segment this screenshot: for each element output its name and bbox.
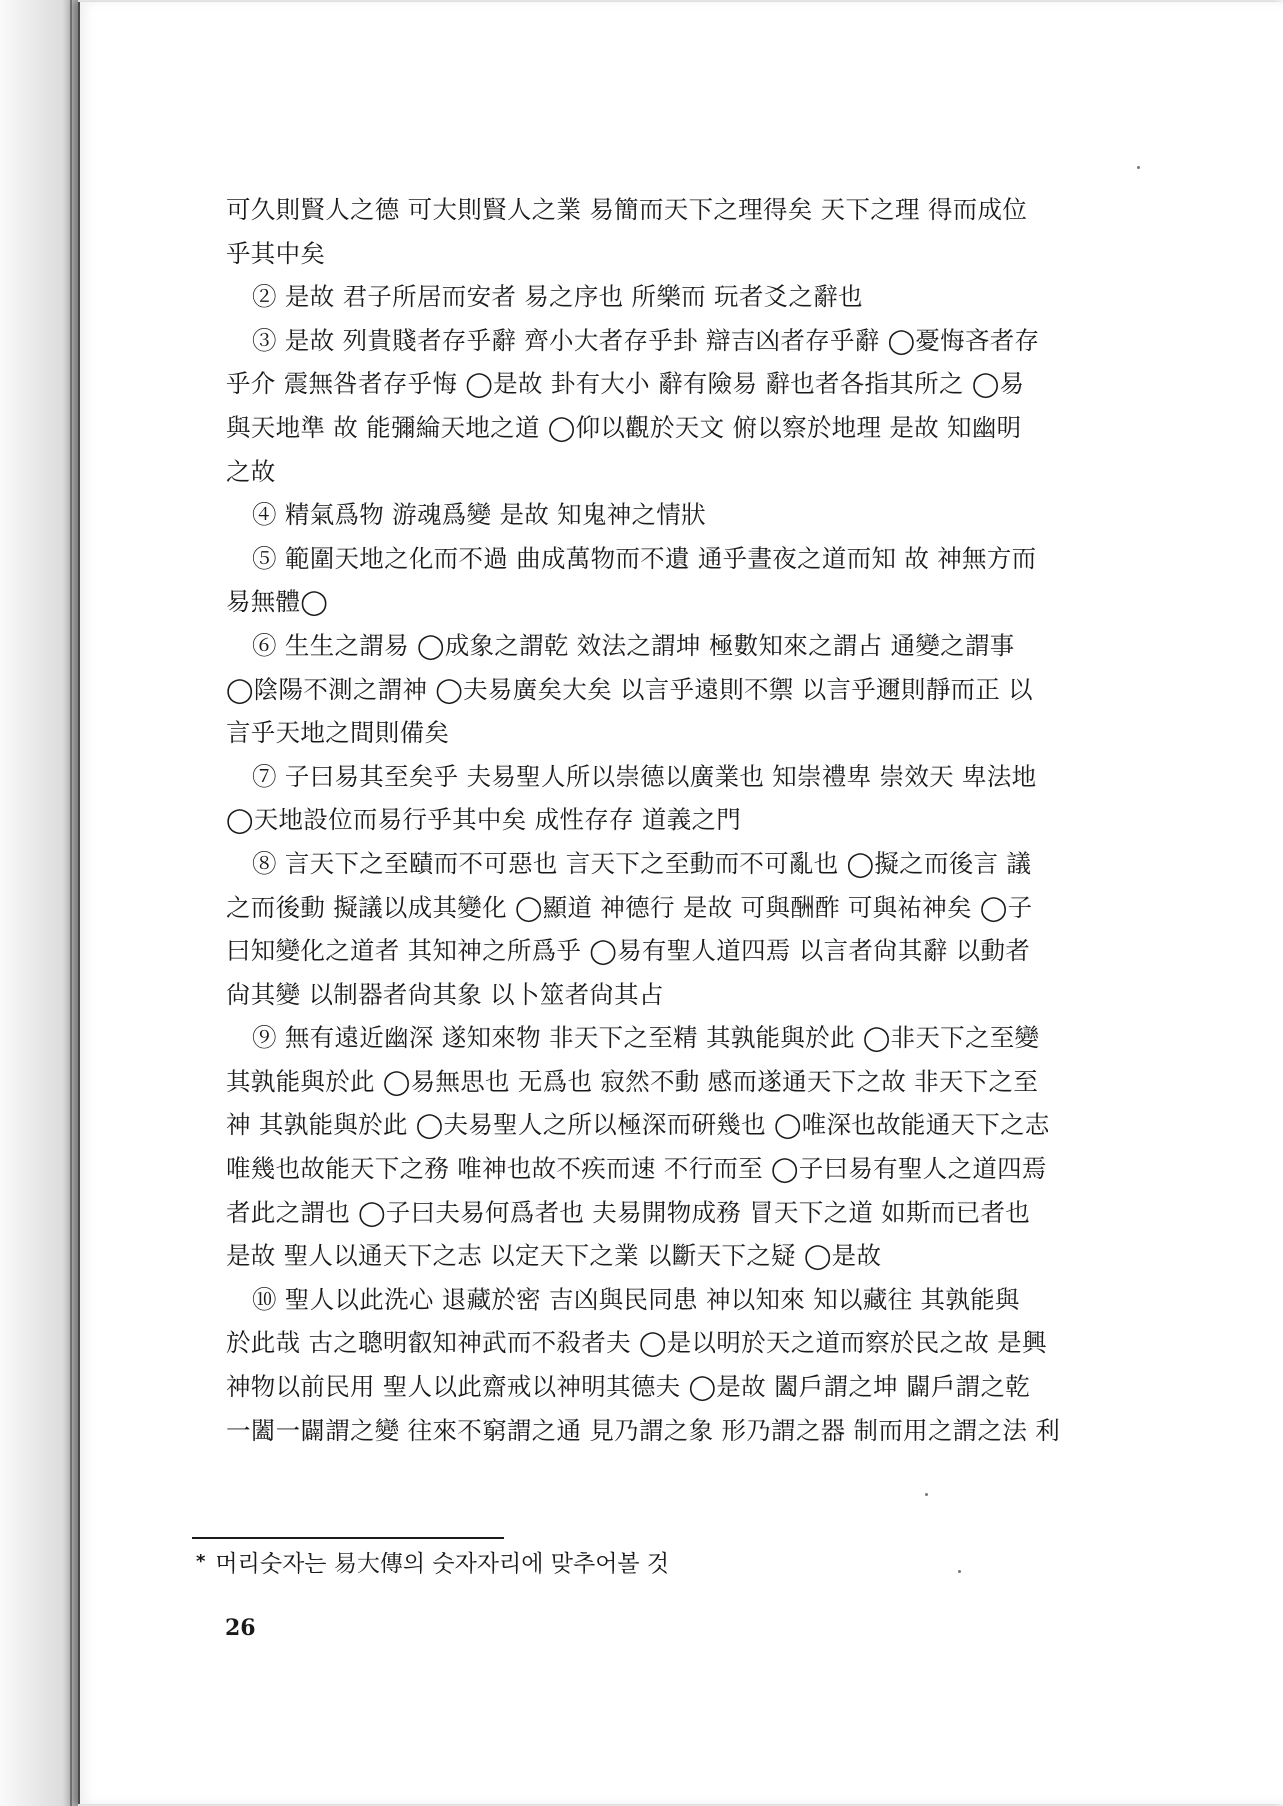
text-line: 乎介 震無咎者存乎悔 ◯是故 卦有大小 辭有險易 辭也者各指其所之 ◯易: [226, 369, 1025, 399]
text-line: ⑥ 生生之謂易 ◯成象之謂乾 效法之謂坤 極數知來之謂占 通變之謂事: [252, 630, 1015, 660]
text-line: 是故 聖人以通天下之志 以定天下之業 以斷天下之疑 ◯是故: [226, 1241, 882, 1271]
scan-speck: [958, 1570, 961, 1573]
page-edge-line: [70, 0, 72, 1806]
text-line: ⑦ 子曰易其至矣乎 夫易聖人所以崇德以廣業也 知崇禮卑 崇效天 卑法地: [252, 761, 1037, 791]
text-line: ④ 精氣爲物 游魂爲變 是故 知鬼神之情狀: [252, 500, 706, 530]
text-line: 易無體◯: [226, 587, 329, 617]
footnote-divider: [192, 1537, 504, 1539]
text-line: 於此哉 古之聰明叡知神武而不殺者夫 ◯是以明於天之道而察於民之故 是興: [226, 1328, 1047, 1358]
text-line: 乎其中矣: [226, 238, 326, 268]
text-line: 一闔一闢謂之變 往來不窮謂之通 見乃謂之象 形乃謂之器 制而用之謂之法 利: [226, 1415, 1061, 1445]
text-line: 可久則賢人之德 可大則賢人之業 易簡而天下之理得矣 天下之理 得而成位: [226, 195, 1028, 224]
text-line: ⑩ 聖人以此洗心 退藏於密 吉凶與民同患 神以知來 知以藏往 其孰能與: [252, 1284, 1020, 1314]
text-line: 言乎天地之間則備矣: [226, 718, 450, 748]
text-line: ⑤ 範圍天地之化而不過 曲成萬物而不遺 通乎晝夜之道而知 故 神無方而: [252, 543, 1037, 573]
footnote-marker: *: [196, 1551, 206, 1572]
scan-speck: [1137, 166, 1140, 169]
text-line: 之而後動 擬議以成其變化 ◯顯道 神德行 是故 可與酬酢 可與祐神矣 ◯子: [226, 892, 1033, 922]
text-line: 神物以前民用 聖人以此齋戒以神明其德夫 ◯是故 闔戶謂之坤 闢戶謂之乾: [226, 1372, 1031, 1402]
text-line: 曰知變化之道者 其知神之所爲乎 ◯易有聖人道四焉 以言者尙其辭 以動者: [226, 936, 1031, 966]
text-line: ② 是故 君子所居而安者 易之序也 所樂而 玩者爻之辭也: [252, 282, 863, 312]
text-line: 其孰能與於此 ◯易無思也 无爲也 寂然不動 感而遂通天下之故 非天下之至: [226, 1066, 1039, 1096]
text-line: ◯天地設位而易行乎其中矣 成性存存 道義之門: [226, 805, 742, 835]
text-line: 者此之謂也 ◯子曰夫易何爲者也 夫易開物成務 冒天下之道 如斯而已者也: [226, 1197, 1031, 1227]
text-line: ◯陰陽不測之謂神 ◯夫易廣矣大矣 以言乎遠則不禦 以言乎邇則靜而正 以: [226, 674, 1033, 704]
binding-shadow: [0, 0, 78, 1806]
text-line: 尙其變 以制器者尙其象 以卜筮者尙其占: [226, 979, 664, 1009]
page-number: 26: [225, 1615, 256, 1641]
footnote-text: 머리숫자는 易大傳의 숫자자리에 맞추어볼 것: [215, 1551, 670, 1577]
text-line: 之故: [226, 456, 276, 486]
scan-speck: [925, 1493, 928, 1496]
text-line: ③ 是故 列貴賤者存乎辭 齊小大者存乎卦 辯吉凶者存乎辭 ◯憂悔吝者存: [252, 325, 1040, 355]
text-line: ⑧ 言天下之至賾而不可惡也 言天下之至動而不可亂也 ◯擬之而後言 議: [252, 848, 1032, 878]
text-line: 唯幾也故能天下之務 唯神也故不疾而速 不行而至 ◯子曰易有聖人之道四焉: [226, 1154, 1047, 1184]
footnote: [196, 1545, 669, 1581]
text-line: 與天地準 故 能彌綸天地之道 ◯仰以觀於天文 俯以察於地理 是故 知幽明: [226, 412, 1022, 442]
text-line: ⑨ 無有遠近幽深 遂知來物 非天下之至精 其孰能與於此 ◯非天下之至變: [252, 1023, 1040, 1053]
text-line: 神 其孰能與於此 ◯夫易聖人之所以極深而硏幾也 ◯唯深也故能通天下之志: [226, 1110, 1050, 1140]
main-text-block: [226, 188, 1116, 1452]
